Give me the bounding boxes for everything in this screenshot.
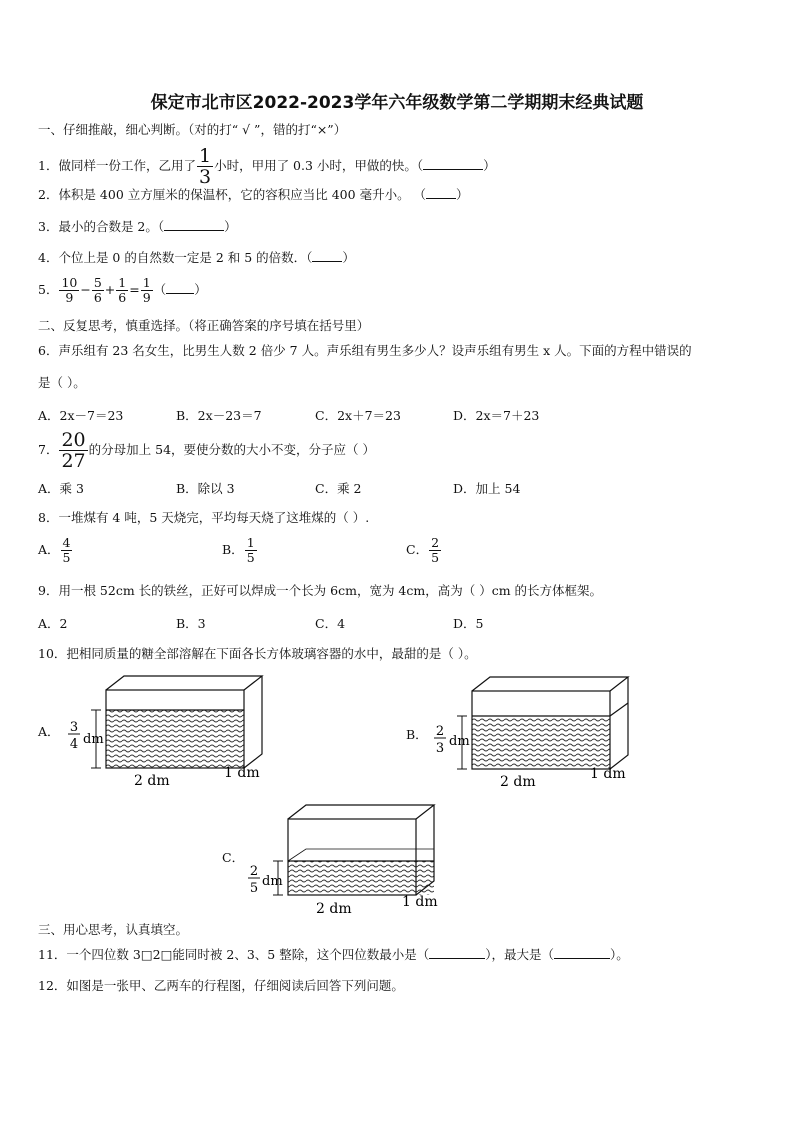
q10-figure-c	[242, 798, 452, 923]
q2-answer-blank[interactable]	[426, 186, 456, 199]
q10-a-height-unit: dm	[83, 732, 104, 747]
q10-figure-b	[424, 672, 634, 797]
q11-min-blank[interactable]	[429, 946, 485, 959]
q7-number: 7．	[38, 442, 59, 457]
q5-f2-num: 5	[93, 275, 102, 290]
q10-c-height-den: 5	[249, 881, 259, 896]
q5-fraction-4	[141, 276, 153, 305]
q10-a-height-num: 3	[69, 720, 79, 735]
q8-c-num: 2	[431, 535, 440, 550]
page-title: 保定市北市区2022-2023学年六年级数学第二学期期末经典试题	[150, 93, 644, 113]
q10-b-height-unit: dm	[449, 734, 470, 749]
q10-b-width: 1 dm	[590, 766, 626, 782]
q1-text-a: 做同样一份工作，乙用了	[58, 158, 196, 173]
q6-option-c[interactable]: C．2x＋7＝23	[315, 408, 401, 423]
q9-option-a[interactable]: A．2	[38, 616, 68, 631]
q5-f1-den: 9	[65, 290, 74, 305]
q8-c-fraction	[429, 536, 441, 565]
q1-answer-blank[interactable]	[423, 157, 483, 170]
q8-b-fraction	[245, 536, 257, 565]
q2-close: ）	[456, 187, 469, 202]
question-5	[38, 276, 207, 305]
q10-option-a-label[interactable]: A．	[38, 724, 60, 739]
q7-frac-num: 20	[61, 429, 86, 451]
q8-b-label: B．	[222, 542, 244, 557]
q10-c-water	[288, 861, 434, 895]
q11-max-blank[interactable]	[554, 946, 610, 959]
q11-text-b: ），最大是（	[485, 947, 554, 962]
q5-fraction-3	[116, 276, 128, 305]
question-11	[38, 946, 629, 964]
q10-c-top-edges	[288, 805, 434, 819]
q7-option-b[interactable]: B．除以 3	[176, 481, 235, 496]
q9-option-d[interactable]: D．5	[453, 616, 484, 631]
q10-b-water	[472, 716, 610, 769]
q10-c-length: 2 dm	[316, 901, 352, 917]
q10-b-side-edges	[610, 677, 628, 769]
q10-c-height-unit: dm	[262, 874, 283, 889]
q4-answer-blank[interactable]	[312, 249, 342, 262]
q7-option-a[interactable]: A．乘 3	[38, 481, 84, 496]
q3-answer-blank[interactable]	[164, 218, 224, 231]
q10-b-height-num: 2	[435, 724, 445, 739]
section-2-heading: 二、反复思考，慎重选择。（将正确答案的序号填在括号里）	[38, 318, 370, 333]
q4-text: 4．个位上是 0 的自然数一定是 2 和 5 的倍数．（	[38, 250, 313, 265]
q10-b-waterline-side	[610, 703, 628, 716]
q5-number: 5．	[38, 282, 59, 297]
q8-option-b[interactable]	[222, 536, 258, 565]
q5-open: （	[153, 282, 167, 297]
q10-option-b-label[interactable]: B．	[406, 727, 428, 742]
q11-close: ）。	[609, 947, 629, 962]
q10-b-length: 2 dm	[500, 774, 536, 790]
q1-frac-den: 3	[198, 166, 212, 188]
q5-answer-blank[interactable]	[166, 281, 194, 294]
q5-f2-den: 6	[93, 290, 102, 305]
q8-option-a[interactable]	[38, 536, 73, 565]
q8-c-label: C．	[406, 542, 429, 557]
q10-option-c-label[interactable]: C．	[222, 850, 245, 865]
q10-c-height-num: 2	[249, 864, 259, 879]
q10-b-top-edges	[472, 677, 628, 691]
q5-f3-num: 1	[118, 275, 127, 290]
q6-option-b[interactable]: B．2x－23＝7	[176, 408, 262, 423]
question-2	[38, 186, 469, 204]
q5-equals: =	[129, 282, 140, 297]
q9-option-c[interactable]: C．4	[315, 616, 346, 631]
q6-option-a[interactable]: A．2x－7＝23	[38, 408, 124, 423]
q2-text: 2．体积是 400 立方厘米的保温杯，它的容积应当比 400 毫升小。 （	[38, 187, 427, 202]
q1-number: 1．	[38, 158, 59, 173]
question-6-line-1: 6．声乐组有 23 名女生，比男生人数 2 倍少 7 人。声乐组有男生多少人？设声乐组有男生 x 人。下面的方程中错误的	[38, 343, 692, 358]
question-7	[38, 430, 375, 471]
question-10: 10．把相同质量的糖全部溶解在下面各长方体玻璃容器的水中，最甜的是（ ）。	[38, 646, 477, 661]
q1-text-b: 小时，甲用了 0.3 小时，甲做的快。（	[214, 158, 424, 173]
q7-text: 的分母加上 54，要使分数的大小不变，分子应（ ）	[88, 442, 375, 457]
q1-frac-num: 1	[198, 145, 212, 167]
q5-close: ）	[194, 282, 207, 297]
question-12: 12．如图是一张甲、乙两车的行程图，仔细阅读后回答下列问题。	[38, 978, 404, 993]
q10-c-water-top	[288, 849, 434, 861]
q7-option-c[interactable]: C．乘 2	[315, 481, 362, 496]
q8-b-den: 5	[246, 550, 255, 565]
q7-option-d[interactable]: D．加上 54	[453, 481, 521, 496]
q10-b-height-den: 3	[435, 741, 445, 756]
question-6-line-2: 是（ ）。	[38, 375, 86, 390]
q10-a-side-edges	[244, 676, 262, 768]
q5-f3-den: 6	[118, 290, 127, 305]
q1-close: ）	[483, 158, 496, 173]
q10-a-width: 1 dm	[224, 765, 260, 781]
q6-option-d[interactable]: D．2x＝7＋23	[453, 408, 540, 423]
q7-frac-den: 27	[61, 450, 86, 472]
q10-a-water	[106, 710, 244, 768]
question-1	[38, 146, 496, 187]
q10-c-width: 1 dm	[402, 894, 438, 910]
q10-a-top-edges	[106, 676, 262, 690]
q8-c-den: 5	[431, 550, 440, 565]
q8-b-num: 1	[246, 535, 255, 550]
q10-figure-a	[58, 668, 268, 793]
q8-a-fraction	[61, 536, 73, 565]
q7-fraction	[59, 430, 87, 471]
question-9: 9．用一根 52cm 长的铁丝，正好可以焊成一个长为 6cm，宽为 4cm，高为（ ）cm 的长方体框架。	[38, 583, 603, 598]
q5-fraction-2	[92, 276, 104, 305]
question-3	[38, 218, 237, 236]
q5-f4-num: 1	[142, 275, 151, 290]
q10-a-length: 2 dm	[134, 773, 170, 789]
section-1-heading: 一、仔细推敲，细心判断。（对的打“ √ ”，错的打“×”）	[38, 122, 347, 137]
q5-f1-num: 10	[61, 275, 78, 290]
q11-text-a: 11．一个四位数 3□2□能同时被 2、3、5 整除，这个四位数最小是（	[38, 947, 430, 962]
q5-minus: −	[80, 282, 91, 297]
q9-option-b[interactable]: B．3	[176, 616, 206, 631]
q4-close: ）	[342, 250, 355, 265]
q3-close: ）	[224, 219, 237, 234]
question-8: 8．一堆煤有 4 吨，5 天烧完，平均每天烧了这堆煤的（ ）.	[38, 510, 370, 525]
q5-fraction-1	[59, 276, 79, 305]
q8-a-label: A．	[38, 542, 60, 557]
q5-f4-den: 9	[142, 290, 151, 305]
q8-a-den: 5	[62, 550, 71, 565]
q5-plus: +	[104, 282, 116, 297]
section-3-heading: 三、用心思考，认真填空。	[38, 922, 189, 937]
q10-a-height-den: 4	[69, 737, 79, 752]
q3-text: 3．最小的合数是 2。（	[38, 219, 165, 234]
q8-a-num: 4	[62, 535, 71, 550]
q8-option-c[interactable]	[406, 536, 442, 565]
q1-fraction	[197, 146, 213, 187]
question-4	[38, 249, 355, 267]
